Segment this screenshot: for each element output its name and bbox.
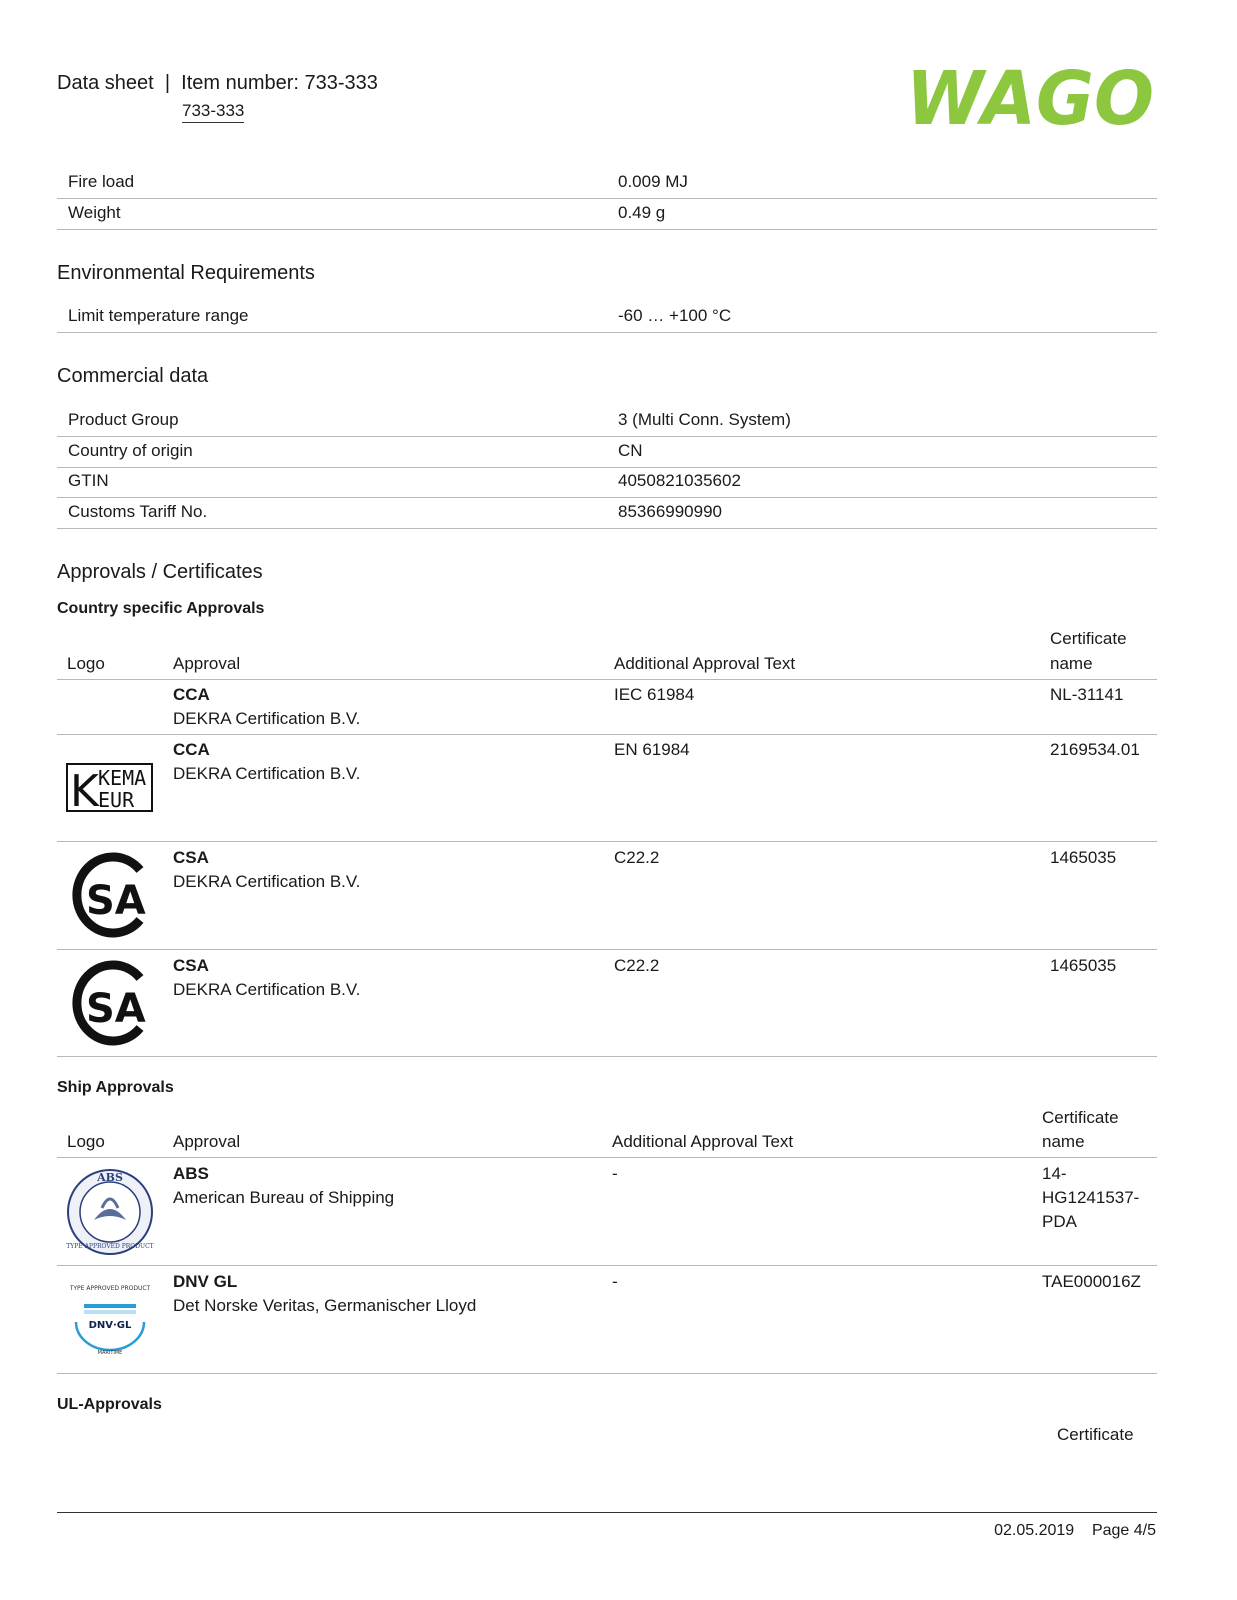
approval-cell: CSA DEKRA Certification B.V.	[173, 956, 361, 999]
svg-text:ABS: ABS	[97, 1171, 123, 1184]
approval-cell: ABS American Bureau of Shipping	[173, 1164, 395, 1207]
table-divider	[57, 1056, 1157, 1057]
column-header-certificate-name: name	[1050, 654, 1093, 673]
svg-text:SA: SA	[86, 986, 146, 1032]
commercial-row-product-group: Product Group 3 (Multi Conn. System)	[57, 405, 1157, 437]
section-heading-commercial: Commercial data	[57, 365, 209, 387]
column-header-certificate: Certificate	[1057, 1425, 1134, 1444]
footer-date: 02.05.2019	[994, 1522, 1075, 1539]
column-header-certificate-name: name	[1042, 1132, 1085, 1151]
svg-text:TYPE APPROVED PRODUCT: TYPE APPROVED PRODUCT	[66, 1243, 154, 1250]
additional-text-cell: EN 61984	[614, 740, 690, 759]
additional-text-cell: C22.2	[614, 956, 660, 975]
svg-text:SA: SA	[86, 878, 146, 924]
page-title: Data sheet | Item number: 733-333	[57, 72, 378, 94]
csa-logo-icon	[70, 960, 150, 1046]
footer-divider	[57, 1512, 1157, 1513]
table-divider	[57, 1157, 1157, 1158]
table-divider	[57, 734, 1157, 735]
item-number-link[interactable]: 733-333	[182, 101, 244, 123]
property-row-weight: Weight 0.49 g	[57, 198, 1157, 230]
svg-text:EUR: EUR	[98, 788, 135, 812]
column-header-additional-text: Additional Approval Text	[614, 654, 796, 673]
svg-text:DNV·GL: DNV·GL	[88, 1320, 132, 1331]
svg-text:KEMA: KEMA	[98, 766, 147, 790]
subsection-ship-approvals: Ship Approvals	[57, 1079, 174, 1096]
table-divider	[57, 1373, 1157, 1374]
footer	[994, 1522, 1156, 1540]
additional-text-cell: -	[612, 1164, 618, 1183]
property-row-fire-load: Fire load 0.009 MJ	[57, 167, 1157, 199]
additional-text-cell: -	[612, 1272, 618, 1291]
svg-text:K: K	[70, 766, 99, 813]
property-row-temperature: Limit temperature range -60 … +100 °C	[57, 301, 1157, 333]
subsection-country-approvals: Country specific Approvals	[57, 600, 265, 617]
column-header-approval: Approval	[173, 1132, 241, 1151]
section-heading-environmental: Environmental Requirements	[57, 262, 315, 284]
kema-keur-logo-icon	[66, 763, 154, 813]
additional-text-cell: C22.2	[614, 848, 660, 867]
additional-text-cell: IEC 61984	[614, 685, 695, 704]
certificate-cell: 1465035	[1050, 848, 1117, 867]
svg-text:TYPE APPROVED PRODUCT: TYPE APPROVED PRODUCT	[70, 1285, 150, 1292]
commercial-row-gtin: GTIN 4050821035602	[57, 466, 1157, 498]
certificate-cell: TAE000016Z	[1042, 1272, 1141, 1291]
certificate-cell: NL-31141	[1050, 685, 1124, 704]
certificate-cell: 2169534.01	[1050, 740, 1140, 759]
csa-logo-icon	[70, 852, 150, 938]
column-header-additional-text: Additional Approval Text	[612, 1132, 794, 1151]
column-header-certificate: Certificate	[1042, 1108, 1119, 1127]
wago-logo	[906, 58, 1156, 142]
commercial-row-country: Country of origin CN	[57, 436, 1157, 468]
svg-text:MARITIME: MARITIME	[97, 1350, 123, 1356]
approval-cell: CSA DEKRA Certification B.V.	[173, 848, 361, 891]
approval-cell: CCA DEKRA Certification B.V.	[173, 685, 361, 728]
dnv-gl-logo-icon	[70, 1278, 150, 1358]
svg-text:WAGO: WAGO	[906, 58, 1154, 142]
subsection-ul-approvals: UL-Approvals	[57, 1396, 162, 1413]
certificate-cell: 14- HG1241537- PDA	[1042, 1164, 1140, 1231]
approval-cell: CCA DEKRA Certification B.V.	[173, 740, 361, 783]
commercial-row-tariff: Customs Tariff No. 85366990990	[57, 497, 1157, 529]
table-divider	[57, 679, 1157, 680]
certificate-cell: 1465035	[1050, 956, 1117, 975]
column-header-logo: Logo	[67, 654, 105, 673]
table-divider	[57, 841, 1157, 842]
column-header-certificate: Certificate	[1050, 629, 1127, 648]
table-divider	[57, 949, 1157, 950]
footer-page-number: Page 4/5	[1091, 1522, 1156, 1539]
approval-cell: DNV GL Det Norske Veritas, Germanischer Lloyd	[173, 1272, 477, 1315]
abs-logo-icon	[66, 1168, 154, 1256]
column-header-logo: Logo	[67, 1132, 105, 1151]
table-divider	[57, 1265, 1157, 1266]
column-header-approval: Approval	[173, 654, 241, 673]
section-heading-approvals: Approvals / Certificates	[57, 561, 263, 583]
